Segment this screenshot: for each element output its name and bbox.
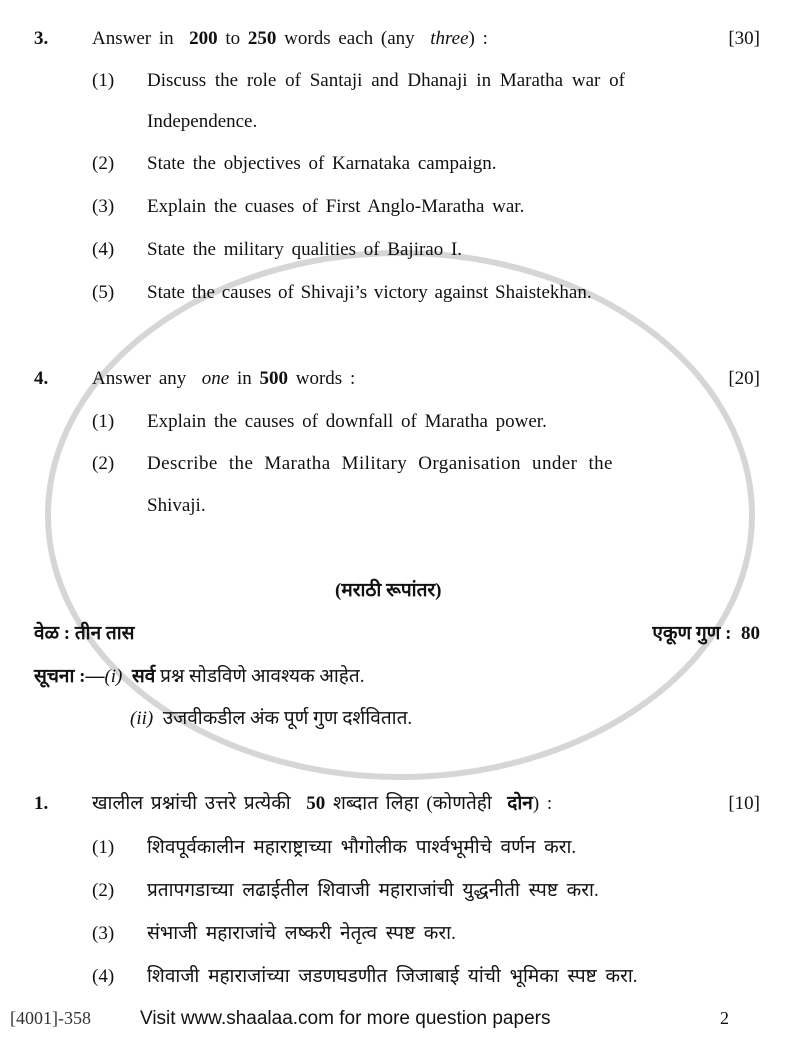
question-prompt: खालील प्रश्नांची उत्तरे प्रत्येकी 50 शब्दात लिहा (कोणतेही दोन) :: [92, 793, 553, 814]
question-number: 3.: [34, 28, 49, 49]
item-number: (3): [92, 923, 115, 944]
question-item-cont: Shivaji.: [147, 495, 206, 516]
question-item: Explain the causes of downfall of Maratha power.: [147, 411, 547, 432]
question-item: शिवाजी महाराजांच्या जडणघडणीत जिजाबाई यांची भूमिका स्पष्ट करा.: [147, 966, 638, 987]
marks: [20]: [728, 368, 760, 389]
question-prompt: Answer in 200 to 250 words each (any three) :: [92, 28, 488, 49]
item-number: (2): [92, 880, 115, 901]
question-item: State the military qualities of Bajirao I.: [147, 239, 463, 260]
instruction-1: सूचना :—(i) सर्व प्रश्न सोडविणे आवश्यक आहेत.: [34, 666, 365, 687]
time-label: वेळ : तीन तास: [34, 623, 135, 644]
question-item: प्रतापगडाच्या लढाईतील शिवाजी महाराजांची युद्धनीती स्पष्ट करा.: [147, 880, 599, 901]
question-item: State the causes of Shivaji’s victory against Shaistekhan.: [147, 282, 592, 303]
marks: [30]: [728, 28, 760, 49]
total-marks: एकूण गुण : 80: [652, 623, 760, 644]
question-item: Explain the cuases of First Anglo-Maratha war.: [147, 196, 525, 217]
item-number: (4): [92, 239, 115, 260]
item-number: (2): [92, 153, 115, 174]
item-number: (1): [92, 837, 115, 858]
question-number: 4.: [34, 368, 49, 389]
question-item: संभाजी महाराजांचे लष्करी नेतृत्व स्पष्ट करा.: [147, 923, 456, 944]
section-heading: (मराठी रूपांतर): [335, 580, 442, 601]
marks: [10]: [728, 793, 760, 814]
question-item: Describe the Maratha Military Organisation under the: [147, 453, 613, 474]
question-item-cont: Independence.: [147, 111, 258, 132]
page-number: 2: [720, 1008, 729, 1028]
item-number: (1): [92, 70, 115, 91]
question-prompt: Answer any one in 500 words :: [92, 368, 356, 389]
paper-code: [4001]-358: [10, 1008, 91, 1028]
item-number: (4): [92, 966, 115, 987]
item-number: (5): [92, 282, 115, 303]
instruction-2: (ii) उजवीकडील अंक पूर्ण गुण दर्शवितात.: [130, 708, 413, 729]
question-item: Discuss the role of Santaji and Dhanaji in Maratha war of: [147, 70, 625, 91]
visit-link[interactable]: Visit www.shaalaa.com for more question papers: [140, 1008, 551, 1029]
question-item: शिवपूर्वकालीन महाराष्ट्राच्या भौगोलीक पार्श्वभूमीचे वर्णन करा.: [147, 837, 577, 858]
question-number: 1.: [34, 793, 49, 814]
item-number: (3): [92, 196, 115, 217]
item-number: (2): [92, 453, 115, 474]
item-number: (1): [92, 411, 115, 432]
question-item: State the objectives of Karnataka campaign.: [147, 153, 497, 174]
